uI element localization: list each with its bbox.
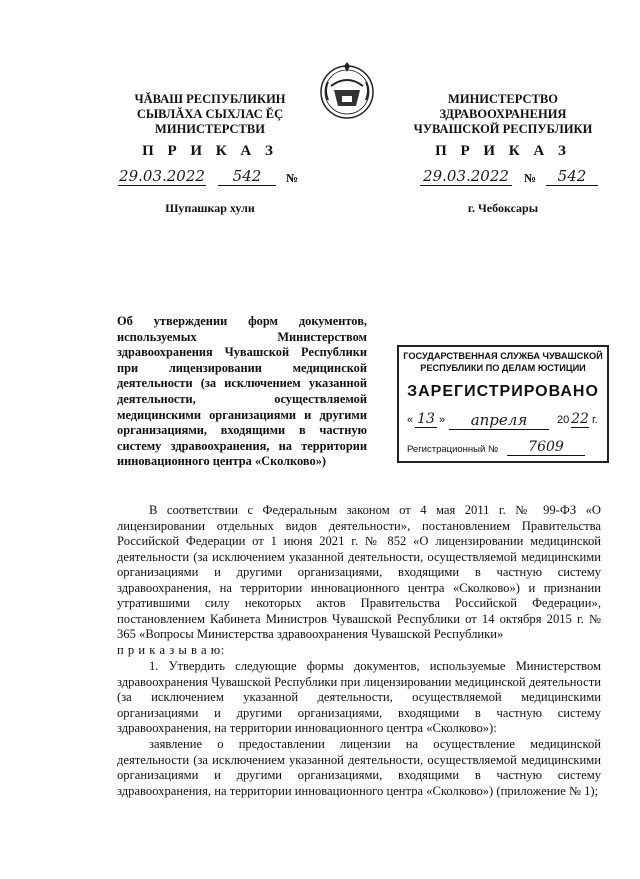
prikazyvayu-text: п р и к а з ы в а ю: <box>117 643 225 657</box>
order-number-right: 542 <box>546 167 598 186</box>
stamp-date-row <box>407 411 603 431</box>
number-sign-left: № <box>286 171 299 185</box>
header-left-line3: МИНИСТЕРСТВИ <box>155 122 265 136</box>
header-right-line3: ЧУВАШСКОЙ РЕСПУБЛИКИ <box>413 122 593 136</box>
stamp-line2: РЕСПУБЛИКИ ПО ДЕЛАМ ЮСТИЦИИ <box>420 363 586 373</box>
document-title: Об утверждении форм документов, используемых Министерством здравоохранения Чувашской Республики при лицензировании медицинской деятельности (за исключением указанной деятельности, осуществляемой медицинскими организациями и другими организациями, входящими в частную систему здравоохранения, на территории инновационного центра «Сколково») <box>117 314 367 469</box>
order-date-row-right <box>420 167 610 187</box>
stamp-status: ЗАРЕГИСТРИРОВАНО <box>407 383 599 400</box>
stamp-quote-close: » <box>439 414 446 426</box>
stamp-year-suffix: 22 <box>571 411 589 427</box>
coat-of-arms-emblem <box>318 60 376 122</box>
order-date-right: 29.03.2022 <box>420 167 512 186</box>
stamp-day: 13 <box>415 411 437 428</box>
order-date-left: 29.03.2022 <box>119 167 205 185</box>
stamp-reg-row <box>407 439 603 459</box>
stamp-year-prefix: 20 <box>557 414 570 426</box>
header-left <box>120 92 300 137</box>
stamp-quote-open: « <box>407 414 414 426</box>
city-right: г. Чебоксары <box>467 201 539 215</box>
order-number-left: 542 <box>218 167 276 186</box>
stamp-year-unit: г. <box>592 414 598 426</box>
order-date-row-left <box>118 167 308 187</box>
stamp-reg-label: Регистрационный № <box>407 444 499 455</box>
number-sign-right: № <box>524 171 537 185</box>
body-item-1: 1. Утвердить следующие формы документов, используемые Министерством здравоохранения Чувашской Республики при лицензировании медицинской деятельности (за исключением указанной деятельности, осуществляемой медицинскими организациями и другими организациями, входящими в частную систему здравоохранения, на территории инновационного центра «Сколково»): <box>117 659 601 735</box>
header-right-line2: ЗДРАВООХРАНЕНИЯ <box>439 107 567 121</box>
order-label-right: П Р И К А З <box>435 143 571 159</box>
body-paragraph-1: В соответствии с Федеральным законом от 4 мая 2011 г. № 99-ФЗ «О лицензировании отдельных видов деятельности», постановлением Правительства Российской Федерации от 1 июня 2021 г. № 852 «О лицензировании медицинской деятельности (за исключением указанной деятельности, осуществляемой медицинскими организациями и другими организациями, входящими в частную систему здравоохранения, на территории инновационного центра «Сколково») и признании утратившими силу некоторых актов Правительства Российской Федерации», постановлением Кабинета Министров Чувашской Республики от 14 октября 2015 г. № 365 «Вопросы Министерства здравоохранения Чувашской Республики» <box>117 503 601 641</box>
header-left-line2: СЫВЛĂХА СЫХЛАС ĔÇ <box>136 107 284 121</box>
order-label-left: П Р И К А З <box>142 143 278 159</box>
header-right-line1: МИНИСТЕРСТВО <box>448 92 558 106</box>
body-item-1a: заявление о предоставлении лицензии на осуществление медицинской деятельности (за исключением указанной деятельности, осуществляемой медицинскими организациями и другими организациями, входящими в частную систему здравоохранения, на территории инновационного центра «Сколково») (приложение № 1); <box>117 737 601 798</box>
city-left: Шупашкар хули <box>165 201 255 215</box>
stamp-line1: ГОСУДАРСТВЕННАЯ СЛУЖБА ЧУВАШСКОЙ <box>403 351 603 361</box>
stamp-reg-number: 7609 <box>507 439 585 456</box>
registration-stamp <box>397 345 609 463</box>
header-right <box>404 92 602 137</box>
header-left-line1: ЧĂВАШ РЕСПУБЛИКИН <box>134 92 286 106</box>
stamp-month: апреля <box>449 411 549 430</box>
